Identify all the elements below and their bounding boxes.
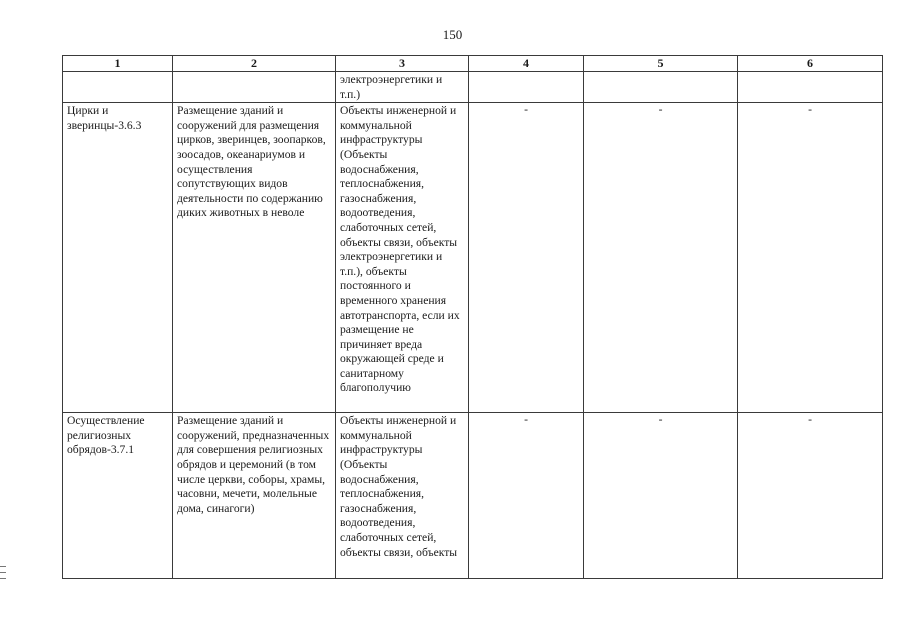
column-header-3: 3: [336, 56, 469, 72]
cell-col5: [584, 72, 738, 103]
cell-col6: -: [738, 103, 883, 413]
land-use-table: [62, 55, 883, 579]
margin-mark: [0, 566, 6, 567]
table-row: [63, 413, 883, 579]
margin-mark: [0, 572, 6, 573]
cell-col6: [738, 72, 883, 103]
column-header-4: 4: [469, 56, 584, 72]
cell-auxiliary-uses: электроэнергетики и т.п.): [336, 72, 469, 103]
column-header-6: 6: [738, 56, 883, 72]
scan-margin-marks: [0, 566, 6, 584]
cell-description: [173, 72, 336, 103]
cell-use-type: Осуществление религиозных обрядов-3.7.1: [63, 413, 173, 579]
cell-use-type: Цирки и зверинцы-3.6.3: [63, 103, 173, 413]
margin-mark: [0, 578, 6, 579]
table-row: [63, 72, 883, 103]
cell-col5: -: [584, 103, 738, 413]
cell-use-type: [63, 72, 173, 103]
cell-col4: [469, 72, 584, 103]
cell-auxiliary-uses: Объекты инженерной и коммунальной инфраструктуры (Объекты водоснабжения, теплоснабжения, газоснабжения, водоотведения, слаботочных сетей, объекты связи, объекты электроэнергетики и т.п.), объекты постоянного и временного хранения автотранспорта, если их размещение не причиняет вреда окружающей среде и санитарному благополучию: [336, 103, 469, 413]
cell-col4: -: [469, 413, 584, 579]
cell-col4: -: [469, 103, 584, 413]
cell-auxiliary-uses: Объекты инженерной и коммунальной инфраструктуры (Объекты водоснабжения, теплоснабжения, газоснабжения, водоотведения, слаботочных сетей, объекты связи, объекты: [336, 413, 469, 579]
table-header-row: [63, 56, 883, 72]
cell-col5: -: [584, 413, 738, 579]
page-number: 150: [442, 27, 463, 42]
cell-col6: -: [738, 413, 883, 579]
cell-description: Размещение зданий и сооружений для размещения цирков, зверинцев, зоопарков, зоосадов, океанариумов и осуществления сопутствующих видов деятельности по содержанию диких животных в неволе: [173, 103, 336, 413]
column-header-2: 2: [173, 56, 336, 72]
cell-description: Размещение зданий и сооружений, предназначенных для совершения религиозных обрядов и церемоний (в том числе церкви, соборы, храмы, часовни, мечети, молельные дома, синагоги): [173, 413, 336, 579]
column-header-1: 1: [63, 56, 173, 72]
table-row: [63, 103, 883, 413]
column-header-5: 5: [584, 56, 738, 72]
